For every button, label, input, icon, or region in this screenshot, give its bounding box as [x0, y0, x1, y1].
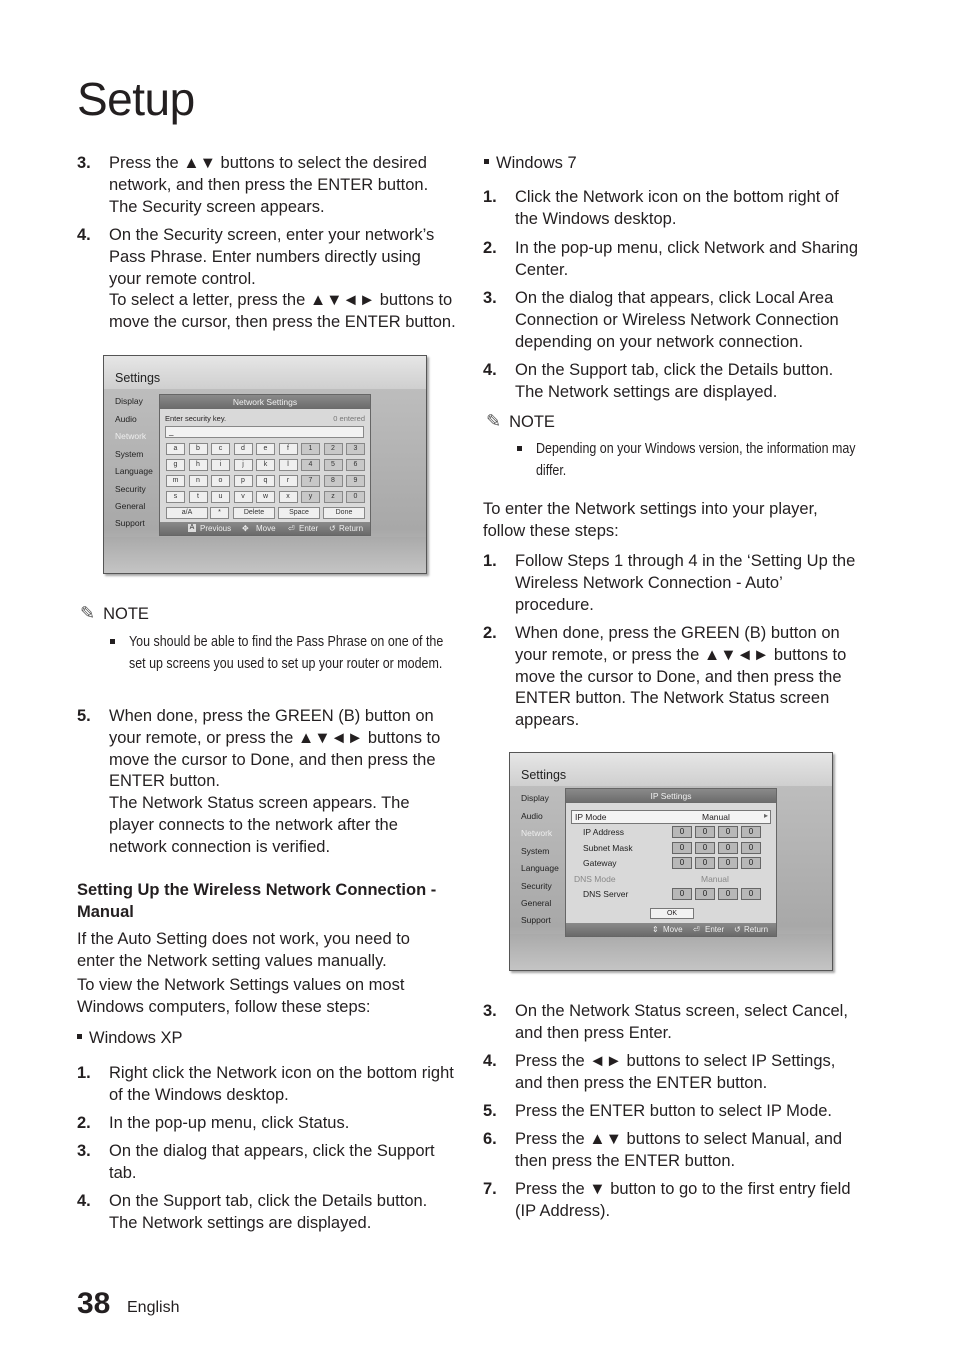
- step-3: 3. Press the ▲▼ buttons to select the desired network, and then press the ENTER button. The Security screen appears.: [77, 154, 429, 216]
- key-j[interactable]: j: [234, 459, 253, 471]
- windows-7-bullet: Windows 7: [484, 153, 577, 175]
- note-heading-right: ✎ NOTE: [486, 411, 555, 431]
- bullet-icon: [77, 1034, 82, 1039]
- enter-icon: ⏎: [693, 925, 700, 934]
- dns-octet-field[interactable]: 0: [718, 888, 738, 900]
- ip-octet-field[interactable]: 0: [718, 826, 738, 838]
- enter-icon: ⏎: [288, 524, 295, 533]
- screen-bottom-band: [104, 537, 426, 573]
- dns-octet-field[interactable]: 0: [672, 888, 692, 900]
- intro-paragraph-1: If the Auto Setting does not work, you need to enter the Network setting values manually.: [77, 930, 410, 970]
- bullet-icon: [484, 159, 489, 164]
- ip-settings-dialog: [565, 788, 777, 937]
- key-r[interactable]: r: [279, 475, 298, 487]
- key-m[interactable]: m: [166, 475, 185, 487]
- menu-network[interactable]: Network: [115, 431, 147, 441]
- dns-octet-field[interactable]: 0: [741, 888, 761, 900]
- key-b[interactable]: b: [189, 443, 208, 455]
- ip-octet-field[interactable]: 0: [672, 842, 692, 854]
- screen-bottom-band: [510, 934, 832, 970]
- menu-general[interactable]: General: [115, 501, 146, 511]
- key-done-button[interactable]: Done: [323, 507, 365, 519]
- dns-octet-field[interactable]: 0: [695, 888, 715, 900]
- step-4: 4. On the Security screen, enter your network’s Pass Phrase. Enter numbers directly using your remote control. To select a letter, press the ▲▼◄► buttons to move the cursor, then press the ENTER button.: [77, 226, 456, 332]
- enter-step-6: 6. Press the ▲▼ buttons to select Manual, and then press the ENTER button.: [483, 1130, 843, 1170]
- note-heading-left: ✎ NOTE: [80, 603, 149, 623]
- key-0[interactable]: 0: [346, 491, 365, 503]
- menu-general[interactable]: General: [521, 898, 552, 908]
- key-6[interactable]: 6: [346, 459, 365, 471]
- key-f[interactable]: f: [279, 443, 298, 455]
- key-w[interactable]: w: [256, 491, 275, 503]
- security-key-prompt: Enter security key.: [165, 414, 227, 423]
- key-8[interactable]: 8: [324, 475, 343, 487]
- menu-language[interactable]: Language: [521, 863, 559, 873]
- key-a[interactable]: a: [166, 443, 185, 455]
- pencil-icon: ✎: [486, 411, 502, 431]
- ip-octet-field[interactable]: 0: [741, 826, 761, 838]
- pencil-icon: ✎: [80, 603, 96, 623]
- screenshot-network-settings: [103, 355, 427, 574]
- key-5[interactable]: 5: [324, 459, 343, 471]
- dns-server-label: DNS Server: [583, 889, 629, 899]
- menu-support[interactable]: Support: [521, 915, 551, 925]
- menu-display[interactable]: Display: [521, 793, 549, 803]
- menu-language[interactable]: Language: [115, 466, 153, 476]
- enter-step-7: 7. Press the ▼ button to go to the first entry field (IP Address).: [483, 1180, 851, 1220]
- entered-count: 0 entered: [333, 414, 365, 423]
- menu-security[interactable]: Security: [115, 484, 146, 494]
- xp-step-2: 2. In the pop-up menu, click Status.: [77, 1114, 350, 1132]
- a-button-icon: A: [189, 524, 195, 531]
- gateway-label: Gateway: [583, 858, 617, 868]
- ip-mode-value: Manual: [702, 812, 730, 822]
- w7-step-2: 2. In the pop-up menu, click Network and Sharing Center.: [483, 239, 859, 279]
- ip-octet-field[interactable]: 0: [695, 826, 715, 838]
- key-1[interactable]: 1: [301, 443, 320, 455]
- footer-move: Move: [663, 925, 683, 934]
- footer-return: Return: [339, 524, 364, 533]
- security-key-input[interactable]: _: [165, 426, 364, 438]
- ip-octet-field[interactable]: 0: [695, 857, 715, 869]
- menu-security[interactable]: Security: [521, 881, 552, 891]
- ip-octet-field[interactable]: 0: [718, 857, 738, 869]
- dns-mode-value: Manual: [701, 874, 729, 884]
- enter-step-5: 5. Press the ENTER button to select IP Mode.: [483, 1102, 833, 1120]
- page-title: Setup: [77, 73, 195, 125]
- w7-step-1: 1. Click the Network icon on the bottom right of the Windows desktop.: [483, 188, 839, 228]
- menu-system[interactable]: System: [521, 846, 550, 856]
- intro-paragraph-2: To view the Network Settings values on most Windows computers, follow these steps:: [77, 976, 405, 1016]
- key-q[interactable]: q: [256, 475, 275, 487]
- key-e[interactable]: e: [256, 443, 275, 455]
- screen-title: Settings: [521, 768, 567, 782]
- dns-mode-label: DNS Mode: [574, 874, 616, 884]
- key-2[interactable]: 2: [324, 443, 343, 455]
- key-o[interactable]: o: [211, 475, 230, 487]
- key-4[interactable]: 4: [301, 459, 320, 471]
- key-p[interactable]: p: [234, 475, 253, 487]
- ip-mode-label: IP Mode: [575, 812, 607, 822]
- network-settings-dialog: [159, 394, 371, 536]
- key-s[interactable]: s: [166, 491, 185, 503]
- ip-octet-field[interactable]: 0: [672, 857, 692, 869]
- page-number: 38: [77, 1287, 111, 1320]
- key-space-button[interactable]: Space: [278, 507, 320, 519]
- return-icon: ↺: [329, 524, 336, 533]
- ip-address-label: IP Address: [583, 827, 624, 837]
- menu-audio[interactable]: Audio: [521, 811, 543, 821]
- menu-display[interactable]: Display: [115, 396, 143, 406]
- key-n[interactable]: n: [189, 475, 208, 487]
- enter-step-2: 2. When done, press the GREEN (B) button on your remote, or press the ▲▼◄► buttons to move the cursor to Done, and then press the ENTER button. The Network Status screen appears.: [483, 624, 847, 730]
- xp-step-4: 4. On the Support tab, click the Details button. The Network settings are displayed.: [77, 1192, 428, 1232]
- bullet-icon: [110, 639, 115, 644]
- key-9[interactable]: 9: [346, 475, 365, 487]
- enter-step-4: 4. Press the ◄► buttons to select IP Settings, and then press the ENTER button.: [483, 1052, 836, 1092]
- ip-octet-field[interactable]: 0: [695, 842, 715, 854]
- screenshot-ip-settings: [509, 752, 833, 971]
- key-7[interactable]: 7: [301, 475, 320, 487]
- key-c[interactable]: c: [211, 443, 230, 455]
- key-t[interactable]: t: [189, 491, 208, 503]
- move-icon: ✥: [242, 524, 249, 533]
- key-h[interactable]: h: [189, 459, 208, 471]
- key-z[interactable]: z: [324, 491, 343, 503]
- dialog-footer: [160, 522, 370, 535]
- footer-return: Return: [744, 925, 769, 934]
- ok-button[interactable]: OK: [650, 908, 694, 919]
- enter-step-1: 1. Follow Steps 1 through 4 in the ‘Setting Up the Wireless Network Connection - Auto’ procedure.: [483, 552, 856, 614]
- key-delete-button[interactable]: Delete: [233, 507, 275, 519]
- key-y[interactable]: y: [301, 491, 320, 503]
- windows-xp-bullet: Windows XP: [77, 1028, 183, 1050]
- up-down-icon: ⇕: [652, 925, 659, 934]
- ip-octet-field[interactable]: 0: [718, 842, 738, 854]
- section-heading: Setting Up the Wireless Network Connection - Manual: [77, 881, 437, 921]
- step-5: 5. When done, press the GREEN (B) button on your remote, or press the ▲▼◄► buttons to move the cursor to Done, and then press the ENTER button. The Network Status screen appears. The player connects to the network after the network connection is verified.: [77, 707, 441, 856]
- key-3[interactable]: 3: [346, 443, 365, 455]
- note-item-left: You should be able to find the Pass Phrase on one of the set up screens you used to set up your router or modem.: [110, 631, 455, 675]
- footer-enter: Enter: [705, 925, 725, 934]
- page-language: English: [127, 1299, 180, 1316]
- key-k[interactable]: k: [256, 459, 275, 471]
- key--button[interactable]: *: [210, 507, 229, 519]
- menu-audio[interactable]: Audio: [115, 414, 137, 424]
- key-aa-button[interactable]: a/A: [166, 507, 208, 519]
- w7-step-4: 4. On the Support tab, click the Details button. The Network settings are displayed.: [483, 361, 834, 401]
- enter-settings-paragraph: To enter the Network settings into your player, follow these steps:: [483, 500, 818, 540]
- menu-system[interactable]: System: [115, 449, 144, 459]
- key-l[interactable]: l: [279, 459, 298, 471]
- ip-octet-field[interactable]: 0: [672, 826, 692, 838]
- menu-network[interactable]: Network: [521, 828, 553, 838]
- w7-step-3: 3. On the dialog that appears, click Local Area Connection or Wireless Network Connection depending on your network connection.: [483, 289, 839, 351]
- key-i[interactable]: i: [211, 459, 230, 471]
- ip-octet-field[interactable]: 0: [741, 857, 761, 869]
- xp-step-1: 1. Right click the Network icon on the bottom right of the Windows desktop.: [77, 1064, 454, 1104]
- ip-octet-field[interactable]: 0: [741, 842, 761, 854]
- key-x[interactable]: x: [279, 491, 298, 503]
- bullet-icon: [517, 446, 522, 451]
- menu-support[interactable]: Support: [115, 518, 145, 528]
- return-icon: ↺: [734, 925, 741, 934]
- screen-title: Settings: [115, 371, 161, 385]
- footer-enter: Enter: [299, 524, 319, 533]
- ip-mode-row[interactable]: [571, 810, 771, 824]
- arrow-right-icon: ▸: [763, 811, 768, 820]
- footer-previous: Previous: [200, 524, 232, 533]
- xp-step-3: 3. On the dialog that appears, click the Support tab.: [77, 1142, 435, 1182]
- key-u[interactable]: u: [211, 491, 230, 503]
- note-item-right: Depending on your Windows version, the information may differ.: [517, 438, 862, 482]
- key-d[interactable]: d: [234, 443, 253, 455]
- subnet-mask-label: Subnet Mask: [583, 843, 633, 853]
- dialog-title: IP Settings: [566, 789, 776, 803]
- dialog-footer: [566, 923, 776, 936]
- key-g[interactable]: g: [166, 459, 185, 471]
- enter-step-3: 3. On the Network Status screen, select Cancel, and then press Enter.: [483, 1002, 848, 1042]
- footer-move: Move: [256, 524, 276, 533]
- dialog-title: Network Settings: [160, 395, 370, 409]
- key-v[interactable]: v: [234, 491, 253, 503]
